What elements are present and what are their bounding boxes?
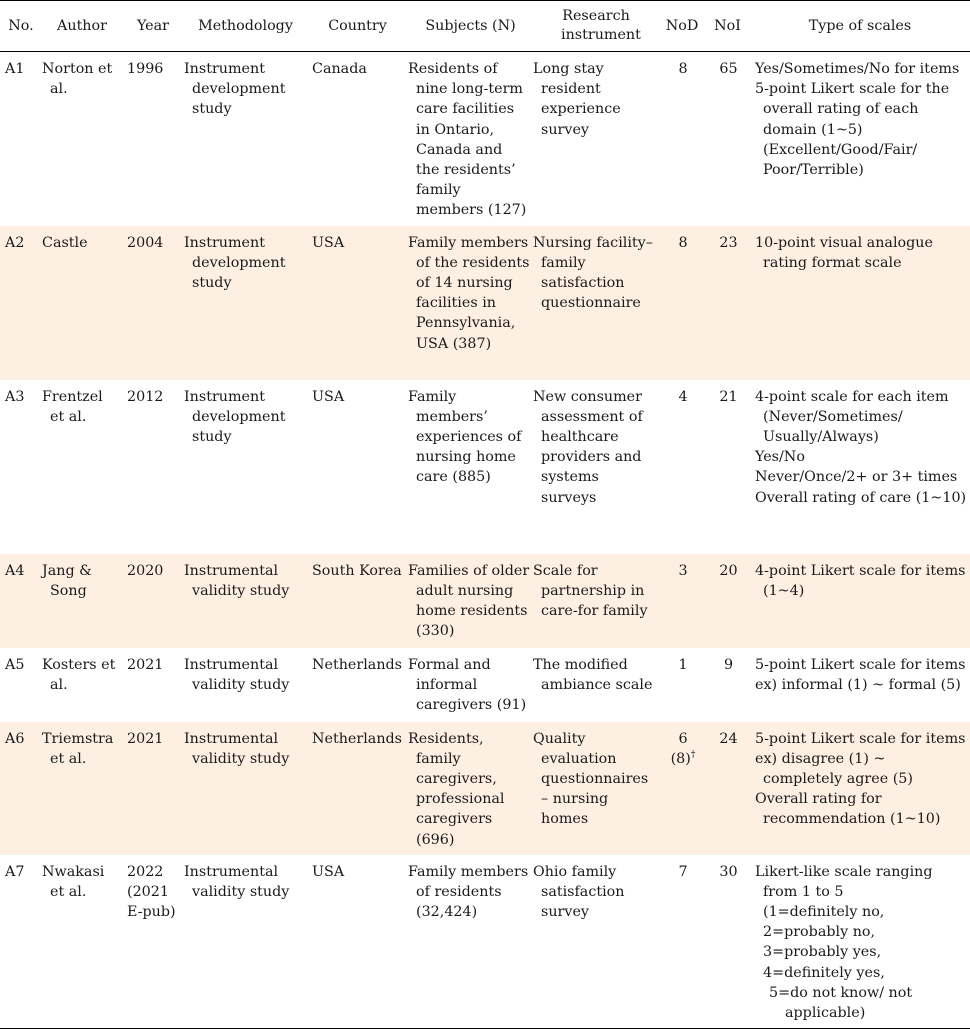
cell-subjects: Family members of the residents of 14 nursing facilities in Pennsylvania, USA (387) (408, 234, 530, 352)
scale-line: 5-point Likert scale for items (755, 656, 966, 673)
cell-author: Nwakasi et al. (42, 863, 105, 900)
cell-country: Netherlands (312, 730, 403, 747)
scale-line: 5-point Likert scale for items (755, 730, 966, 747)
scale-line: Yes/No (755, 449, 805, 466)
cell-subjects: Family members’ experiences of nursing home care (885) (408, 388, 522, 486)
table-row (0, 226, 970, 380)
cell-year: 2020 (127, 562, 164, 579)
cell-author: Kosters et al. (42, 656, 116, 693)
header-country: Country (328, 17, 387, 34)
cell-methodology: Instrumental validity study (184, 730, 290, 767)
scale-line: 2=probably no, (763, 924, 876, 941)
cell-noi: 24 (719, 730, 738, 747)
cell-methodology: Instrumental validity study (184, 656, 290, 693)
table-header (0, 1, 970, 52)
scale-line: Never/Once/2+ or 3+ times (755, 469, 958, 486)
cell-no: A6 (5, 730, 25, 747)
cell-year: 2021 (127, 656, 164, 673)
cell-no: A3 (5, 388, 25, 405)
cell-year: 2021 (127, 730, 164, 747)
cell-year: 2004 (127, 234, 164, 251)
scale-line: 4-point Likert scale for items (1~4) (755, 562, 966, 599)
cell-subjects: Families of older adult nursing home residents (330) (408, 562, 530, 640)
scale-line: 10-point visual analogue rating format scale (755, 234, 933, 271)
cell-author: Jang & Song (42, 562, 92, 599)
cell-nod (659, 648, 705, 722)
cell-nod (659, 855, 705, 1029)
table-row (0, 648, 970, 722)
nod-value: 1 (678, 656, 688, 673)
cell-noi: 9 (723, 656, 734, 673)
cell-nod (659, 554, 705, 648)
cell-noi: 20 (719, 562, 738, 579)
cell-instrument: Nursing facility–family satisfaction questionnaire (533, 234, 653, 312)
cell-instrument: Long stay resident experience survey (533, 61, 621, 138)
nod-value: 6 (678, 730, 688, 747)
nod-value: 8 (678, 234, 688, 251)
cell-noi: 21 (719, 388, 738, 405)
cell-noi: 65 (719, 61, 738, 77)
cell-country: USA (312, 388, 345, 405)
cell-year: 2022 (2021 E-pub) (127, 863, 176, 920)
cell-author: Norton et al. (42, 61, 113, 98)
cell-methodology: Instrumental validity study (184, 863, 290, 900)
scale-line: 4-point scale for each item (Never/Sometimes/ Usually/Always) (755, 388, 949, 445)
cell-no: A2 (5, 234, 25, 251)
cell-no: A4 (5, 562, 25, 579)
cell-subjects: Family members of residents (32,424) (408, 863, 529, 920)
cell-scales (750, 226, 970, 380)
header-year: Year (136, 17, 169, 34)
nod-value: 4 (678, 388, 688, 405)
cell-instrument: Quality evaluation questionnaires – nursing homes (533, 730, 649, 828)
header-subjects: Subjects (N) (425, 17, 516, 34)
cell-no: A7 (5, 863, 25, 880)
nod-value: 8 (678, 61, 688, 77)
cell-methodology: Instrument development study (184, 61, 286, 118)
dagger-footnote-mark: † (690, 749, 696, 760)
cell-instrument: Scale for partnership in care-for family (533, 562, 648, 619)
cell-country: USA (312, 234, 345, 251)
header-noi: NoI (714, 17, 741, 34)
header-scales: Type of scales (808, 17, 912, 34)
cell-scales (750, 554, 970, 648)
cell-nod (659, 226, 705, 380)
cell-author: Triemstra et al. (42, 730, 114, 767)
scale-line: ex) informal (1) ~ formal (5) (755, 676, 961, 693)
cell-author: Frentzel et al. (42, 388, 103, 425)
cell-no: A1 (5, 61, 25, 77)
scale-line: 5=do not know/ not applicable) (769, 984, 913, 1021)
header-methodology: Methodology (198, 17, 293, 34)
cell-subjects: Residents, family caregivers, professional caregivers (696) (408, 730, 505, 848)
scale-line: 4=definitely yes, (763, 964, 885, 981)
cell-nod (659, 52, 705, 226)
cell-author: Castle (42, 234, 88, 251)
cell-instrument: The modified ambiance scale (533, 656, 653, 693)
cell-scales (750, 855, 970, 1029)
cell-subjects: Formal and informal caregivers (91) (408, 656, 527, 713)
cell-country: Netherlands (312, 656, 403, 673)
scale-line: (1=definitely no, (763, 903, 885, 920)
scale-line: 3=probably yes, (763, 944, 882, 961)
nod-value: 3 (678, 562, 688, 579)
cell-country: Canada (312, 61, 367, 77)
scale-line: Overall rating of care (1~10) (755, 489, 967, 506)
header-author: Author (57, 17, 107, 34)
cell-subjects: Residents of nine long-term care facilities in Ontario, Canada and the residents’ family members (127) (408, 61, 527, 219)
cell-nod (659, 380, 705, 554)
scale-line: Overall rating for recommendation (1~10) (755, 791, 941, 828)
scale-line: 5-point Likert scale for the overall rating of each domain (1~5) (Excellent/Good/Fair/ Poor/Terrible) (755, 81, 950, 179)
cell-noi: 23 (719, 234, 738, 251)
header-instrument: Research instrument (561, 8, 641, 43)
cell-methodology: Instrument development study (184, 234, 286, 291)
scale-line: Yes/Sometimes/No for items (755, 61, 960, 77)
cell-year: 2012 (127, 388, 164, 405)
table-row (0, 855, 970, 1029)
cell-instrument: New consumer assessment of healthcare providers and systems surveys (533, 388, 643, 506)
header-no: No. (8, 17, 34, 34)
table-row (0, 380, 970, 554)
scale-line: ex) disagree (1) ~ completely agree (5) (755, 750, 913, 787)
table-row (0, 722, 970, 855)
cell-scales (750, 722, 970, 855)
nod-note: (8) (670, 750, 691, 767)
cell-country: South Korea (312, 562, 402, 579)
cell-scales (750, 380, 970, 554)
nod-value: 7 (678, 863, 688, 880)
cell-no: A5 (5, 656, 25, 673)
table-row (0, 554, 970, 648)
header-nod: NoD (665, 17, 699, 34)
cell-methodology: Instrument development study (184, 388, 286, 445)
cell-country: USA (312, 863, 345, 880)
table-row (0, 52, 970, 226)
cell-scales (750, 52, 970, 226)
cell-year: 1996 (127, 61, 164, 77)
cell-instrument: Ohio family satisfaction survey (533, 863, 625, 920)
cell-scales (750, 648, 970, 722)
cell-nod (659, 722, 705, 855)
cell-methodology: Instrumental validity study (184, 562, 290, 599)
scale-line: Likert-like scale ranging from 1 to 5 (755, 863, 933, 900)
cell-noi: 30 (719, 863, 738, 880)
